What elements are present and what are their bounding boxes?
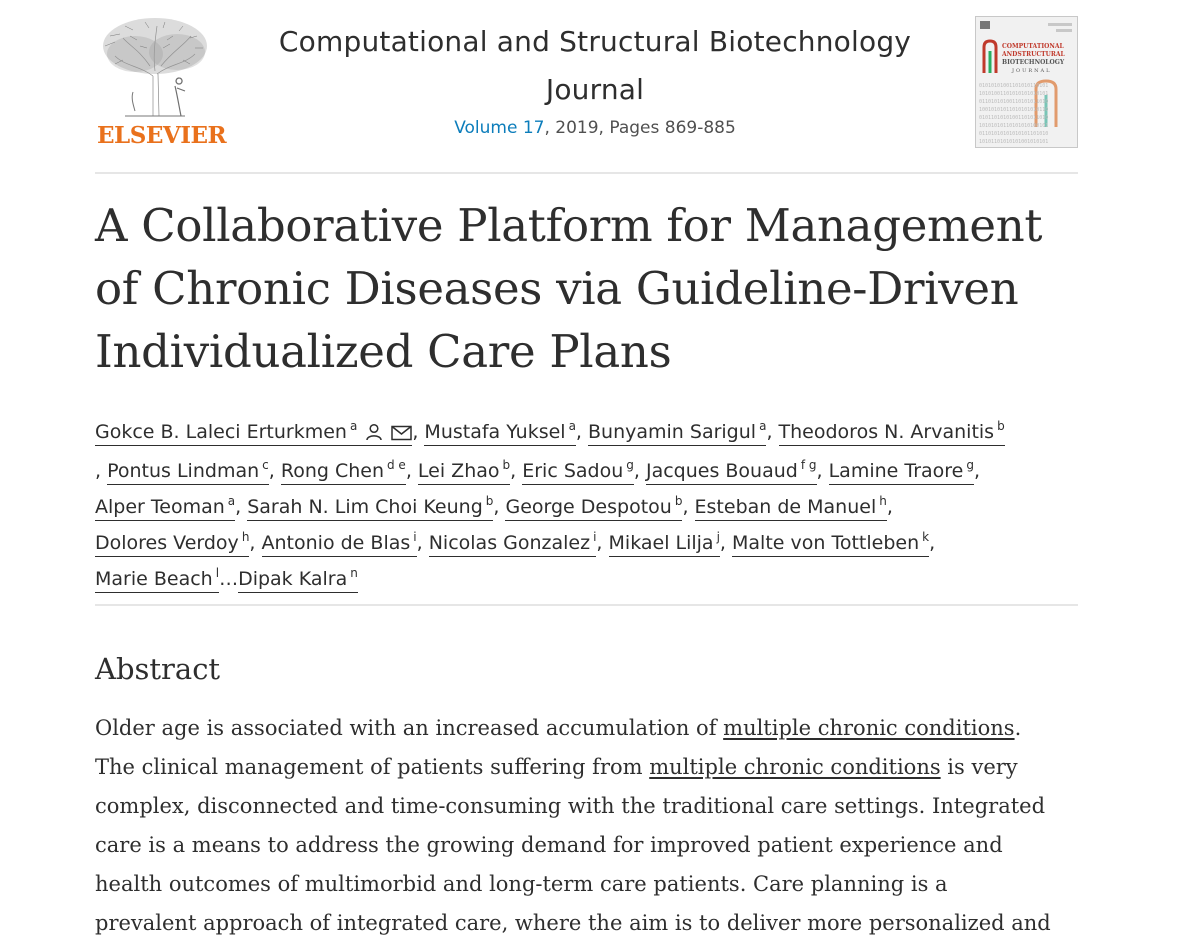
affiliation-marker: h [879, 494, 887, 508]
author-link[interactable] [829, 460, 974, 485]
abstract-line: care is a means to address the growing demand for improved patient experience and [95, 833, 1003, 857]
abstract-text-segment: . [1014, 716, 1022, 740]
topic-link[interactable]: multiple chronic conditions [649, 755, 941, 779]
author-name: Sarah N. Lim Choi Keung [247, 496, 483, 518]
author-link[interactable] [646, 460, 817, 485]
affiliation-marker: h [241, 530, 250, 544]
abstract-text [95, 709, 1080, 943]
author-link[interactable] [609, 532, 720, 557]
author-name: Gokce B. Laleci Erturkmen [95, 421, 347, 443]
affiliation-marker: i [413, 530, 417, 544]
author-name: Malte von Tottleben [732, 532, 920, 554]
affiliation-marker: d e [387, 458, 406, 472]
volume-details: , 2019, Pages 869-885 [544, 118, 736, 138]
cover-line-2: ANDSTRUCTURAL [1002, 51, 1065, 58]
author-link[interactable] [429, 532, 597, 557]
author-name: Esteban de Manuel [694, 496, 877, 518]
author-link[interactable] [95, 496, 235, 521]
author-name: Mustafa Yuksel [424, 421, 566, 443]
affiliation-marker: c [262, 458, 269, 472]
affiliation-marker: a [227, 494, 236, 508]
affiliation-marker: j [716, 530, 720, 544]
abstract-line: complex, disconnected and time-consuming with the traditional care settings. Integrated [95, 794, 1046, 818]
author-name: Lamine Traore [828, 460, 964, 482]
cover-line-1: COMPUTATIONAL [1002, 43, 1064, 50]
journal-cover-image[interactable] [975, 16, 1078, 148]
svg-text:10101001101010101010101: 10101001101010101010101 [979, 91, 1049, 97]
cover-line-3: BIOTECHNOLOGY [1002, 59, 1065, 66]
affiliation-marker: a [568, 419, 576, 433]
affiliation-marker: f g [800, 458, 817, 472]
journal-info [245, 18, 945, 138]
svg-text:10101010110101010100101: 10101010110101010100101 [979, 123, 1049, 129]
author-link[interactable] [95, 421, 412, 446]
svg-text:01101010100110101011010: 01101010100110101011010 [979, 99, 1049, 105]
author-name: Eric Sadou [522, 460, 624, 482]
author-name: Antonio de Blas [261, 532, 411, 554]
elsevier-logo[interactable] [95, 16, 227, 150]
authors-divider [95, 604, 1078, 606]
author-link[interactable] [418, 460, 510, 485]
abstract-line: health outcomes of multimorbid and long-term care patients. Care planning is a [95, 872, 948, 896]
author-link[interactable] [238, 568, 358, 593]
affiliation-marker: g [626, 458, 634, 472]
author-link[interactable] [95, 532, 249, 557]
author-name: Dolores Verdoy [95, 532, 239, 554]
author-name: Lei Zhao [417, 460, 500, 482]
affiliation-marker: k [922, 530, 930, 544]
abstract-heading: Abstract [95, 652, 221, 686]
authors-ellipsis[interactable]: … [219, 568, 239, 590]
abstract-line: prevalent approach of integrated care, where the aim is to deliver more personalized and [95, 911, 1051, 935]
svg-text:01011010101001101011010: 01011010101001101011010 [979, 115, 1049, 121]
author-link[interactable] [732, 532, 929, 557]
publisher-name: ELSEVIER [97, 122, 227, 149]
svg-text:01101010101010101101010: 01101010101010101101010 [979, 131, 1049, 137]
abstract-text-segment: Older age is associated with an increased accumulation of [95, 716, 724, 740]
author-name: Theodoros N. Arvanitis [778, 421, 995, 443]
affiliation-marker: g [966, 458, 974, 472]
journal-title-link[interactable]: Computational and Structural Biotechnology Journal [278, 25, 912, 106]
author-link[interactable] [95, 568, 219, 593]
author-link[interactable] [247, 496, 493, 521]
author-name: George Despotou [505, 496, 672, 518]
topic-link[interactable]: multiple chronic conditions [723, 716, 1015, 740]
affiliation-marker: a [349, 419, 358, 433]
author-link[interactable] [262, 532, 417, 557]
abstract-line [95, 709, 1080, 748]
svg-text:10010101011010101010110: 10010101011010101010110 [979, 107, 1049, 113]
volume-info [245, 118, 945, 138]
journal-cover-art [976, 17, 1077, 147]
affiliation-marker: b [502, 458, 511, 472]
author-link[interactable] [695, 496, 887, 521]
cover-line-4: JOURNAL [1012, 68, 1052, 74]
author-name: Bunyamin Sarigul [588, 421, 757, 443]
abstract-line [95, 748, 1080, 787]
affiliation-marker: b [485, 494, 494, 508]
volume-link[interactable]: Volume 17 [454, 118, 545, 138]
affiliation-marker: a [759, 419, 767, 433]
affiliation-marker: l [215, 566, 220, 580]
article-container [95, 0, 1078, 935]
person-icon [365, 417, 383, 453]
svg-text:10101101010101001010101: 10101101010101001010101 [979, 139, 1049, 145]
article-title: A Collaborative Platform for Management of Chronic Diseases via Guideline-Driven Individualized Care Plans [95, 199, 1043, 378]
author-link[interactable] [107, 460, 269, 485]
author-link[interactable] [505, 496, 682, 521]
author-name: Pontus Lindman [107, 460, 260, 482]
author-name: Alper Teoman [95, 496, 225, 518]
author-name: Dipak Kalra [238, 568, 348, 590]
author-link[interactable] [522, 460, 634, 485]
author-link[interactable] [588, 421, 766, 446]
author-link[interactable] [424, 421, 576, 446]
affiliation-marker: b [997, 419, 1005, 433]
svg-text:01010101001101010110101: 01010101001101010110101 [979, 83, 1049, 89]
elsevier-tree-icon [95, 16, 215, 118]
affiliation-marker: b [674, 494, 683, 508]
author-name: Rong Chen [280, 460, 384, 482]
abstract-text-segment: is very [940, 755, 1018, 779]
envelope-icon [391, 417, 412, 453]
author-name: Marie Beach [95, 568, 213, 590]
affiliation-marker: i [593, 530, 597, 544]
author-link[interactable] [779, 421, 1005, 446]
abstract-text-segment: The clinical management of patients suffering from [95, 755, 650, 779]
author-name: Nicolas Gonzalez [428, 532, 591, 554]
affiliation-marker: n [350, 566, 358, 580]
author-link[interactable] [281, 460, 406, 485]
journal-header [95, 0, 1078, 174]
author-name: Jacques Bouaud [645, 460, 798, 482]
author-list: Gokce B. Laleci Erturkmen $^a$ , Mustafa Yuksel $^a$, Bunyamin Sarigul $^a$, Theodoros N. Arvanitis $^b$ , Pontus Lindman $^c$, Rong Chen $^{d e}$, Lei Zhao $^b$, Eric Sadou $^g$, Jacques Bouaud $^{f g}$, Lamine Traore $^g$, Alper Teoman $^a$, Sarah N. Lim Choi Keung $^b$, George Despotou $^b$, Esteban de Manuel $^h$, Dolores Verdoy $^h$, Antonio de Blas $^i$, Nicolas Gonzalez $^i$, Mikael Lilja $^j$, Malte von Tottleben $^k$, Marie Beach $^l$…Dipak Kalra $^n$ [95, 414, 1085, 597]
author-name: Mikael Lilja [608, 532, 714, 554]
